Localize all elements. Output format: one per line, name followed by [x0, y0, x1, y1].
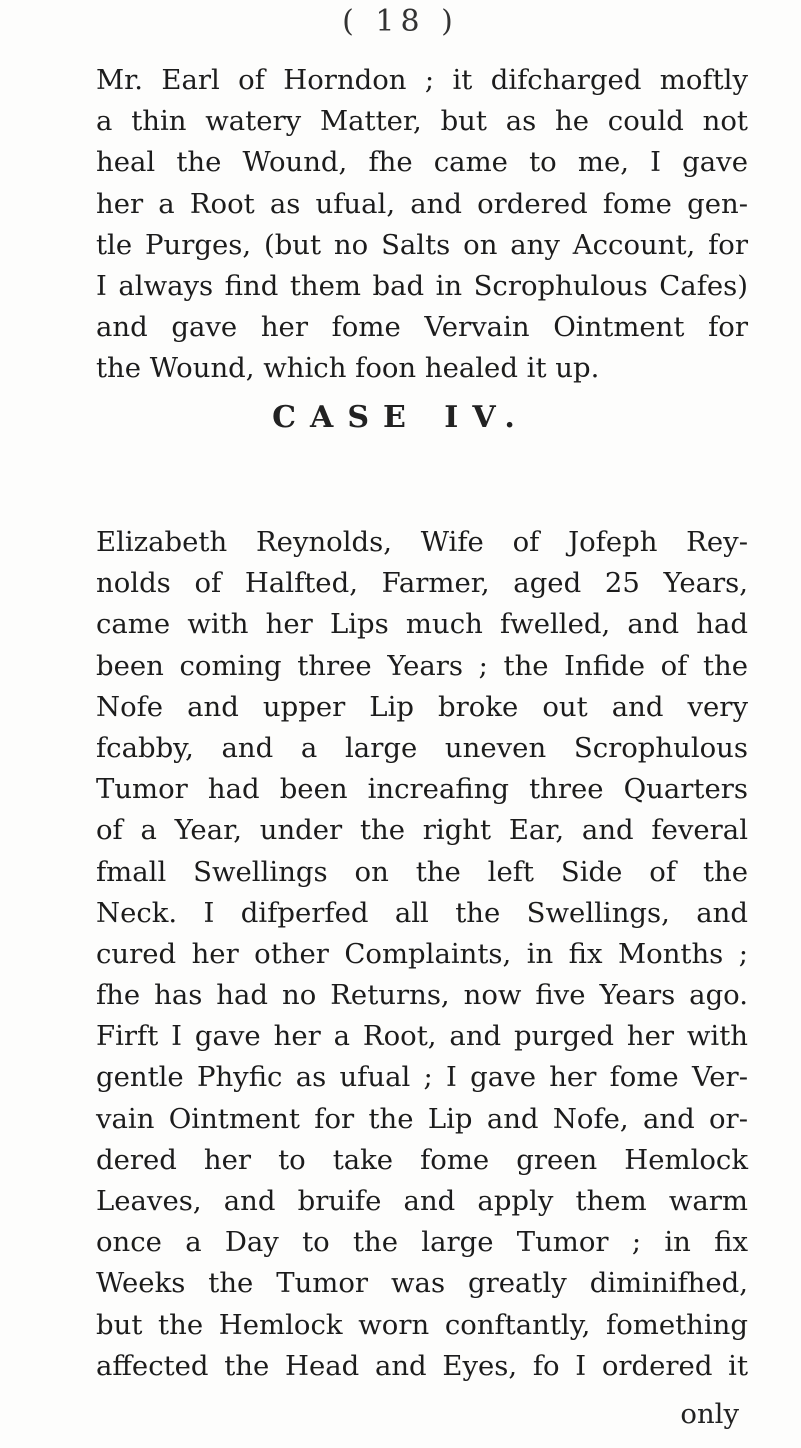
text-line: her a Root as ufual, and ordered fome gen- — [96, 187, 748, 220]
case-heading: CASE IV. — [272, 400, 529, 435]
text-line: Tumor had been increafing three Quarters — [96, 773, 748, 806]
text-line: and gave her fome Vervain Ointment for — [96, 311, 748, 344]
text-line: been coming three Years ; the Infide of the — [96, 649, 748, 682]
text-line: fmall Swellings on the left Side of the — [96, 855, 748, 888]
paragraph-2 — [96, 522, 748, 1387]
text-line: once a Day to the large Tumor ; in fix — [96, 1226, 748, 1259]
text-line: the Wound, which foon healed it up. — [96, 352, 600, 385]
text-line: gentle Phyfic as ufual ; I gave her fome Ver- — [96, 1061, 748, 1094]
text-line: tle Purges, (but no Salts on any Account, for — [96, 228, 748, 261]
text-line: Weeks the Tumor was greatly diminifhed, — [96, 1267, 748, 1300]
text-line: cured her other Complaints, in fix Months ; — [96, 937, 748, 970]
text-line: Nofe and upper Lip broke out and very — [96, 690, 748, 723]
text-line: Mr. Earl of Horndon ; it difcharged moftly — [96, 64, 748, 96]
text-line: affected the Head and Eyes, fo I ordered it — [96, 1349, 748, 1382]
text-line: came with her Lips much fwelled, and had — [96, 608, 748, 641]
text-line: fhe has had no Returns, now five Years ago. — [96, 979, 748, 1012]
text-line: heal the Wound, fhe came to me, I gave — [96, 146, 748, 179]
text-line: dered her to take fome green Hemlock — [96, 1143, 748, 1176]
text-line: Elizabeth Reynolds, Wife of Jofeph Rey- — [96, 526, 748, 558]
text-line: nolds of Halfted, Farmer, aged 25 Years, — [96, 567, 748, 600]
page-number: ( 18 ) — [342, 4, 459, 39]
text-line: but the Hemlock worn conftantly, fomething — [96, 1308, 748, 1341]
text-line: I always find them bad in Scrophulous Cafes) — [96, 269, 748, 302]
paragraph-1 — [96, 60, 748, 390]
text-line: vain Ointment for the Lip and Nofe, and or- — [96, 1102, 748, 1135]
text-line: of a Year, under the right Ear, and feveral — [96, 814, 748, 847]
catchword: only — [680, 1398, 739, 1430]
text-line: a thin watery Matter, but as he could not — [96, 105, 748, 138]
text-line: Neck. I difperfed all the Swellings, and — [96, 896, 748, 929]
text-line: Leaves, and bruife and apply them warm — [96, 1185, 748, 1217]
text-line: fcabby, and a large uneven Scrophulous — [96, 731, 748, 764]
text-line: Firft I gave her a Root, and purged her with — [96, 1020, 748, 1053]
